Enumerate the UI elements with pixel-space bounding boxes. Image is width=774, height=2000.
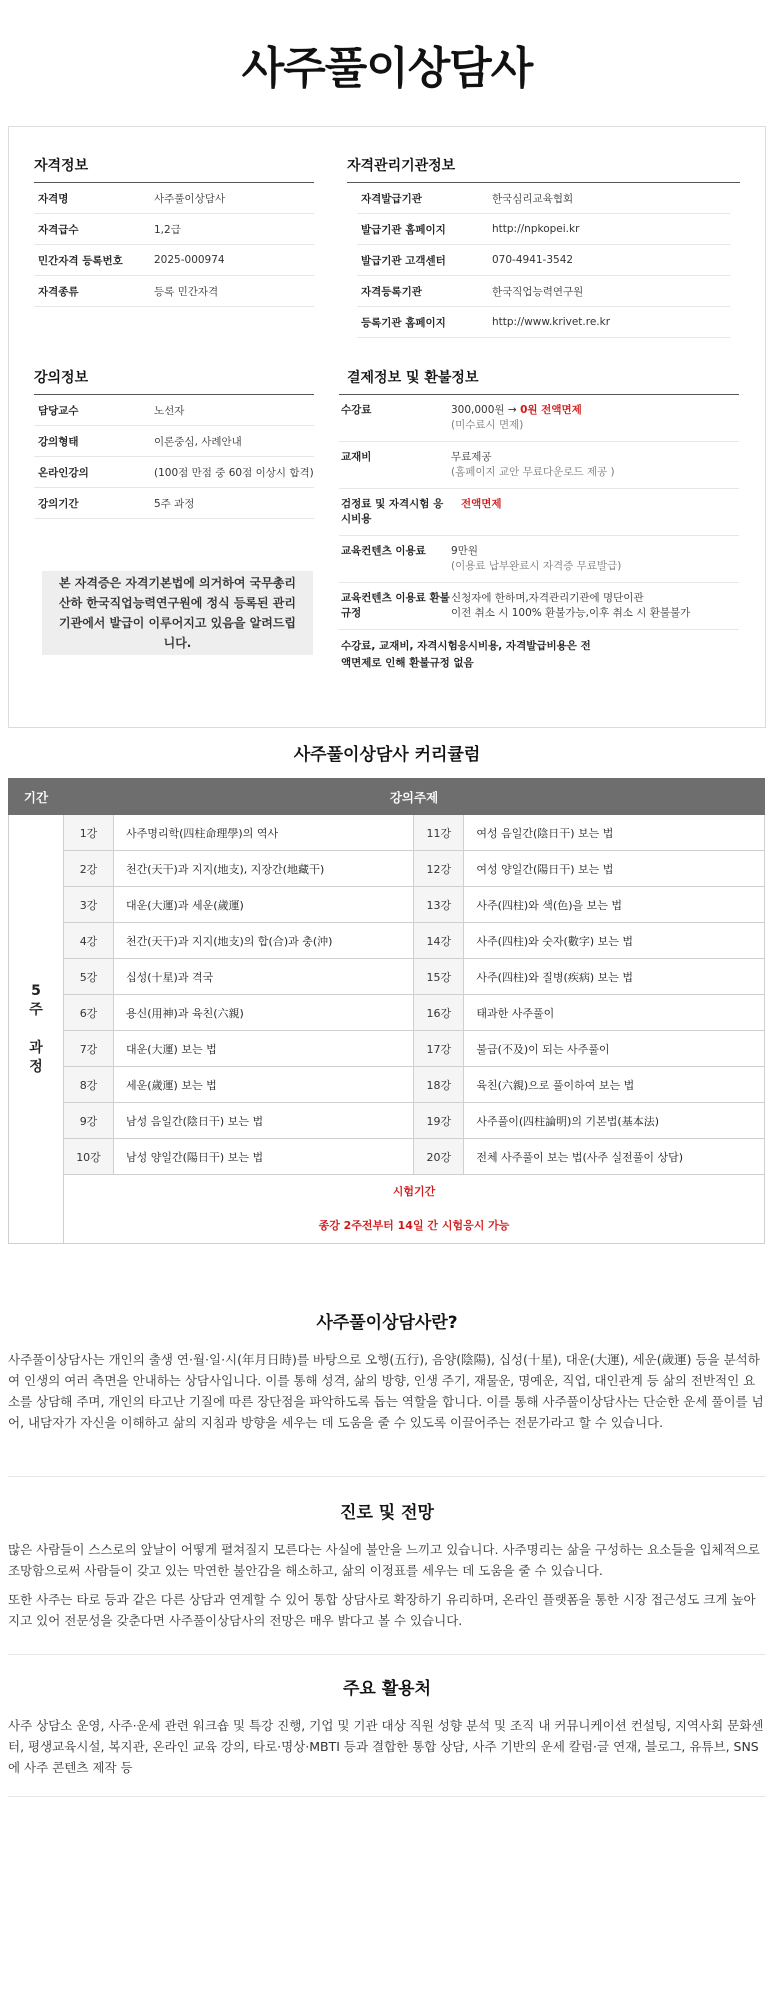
curriculum-row [9,851,765,887]
career-paragraph-1: 많은 사람들이 스스로의 앞날이 어떻게 펼쳐질지 모른다는 사실에 불안을 느끼고 있습니다. 사주명리는 삶을 구성하는 요소들을 입체적으로 조망함으로써 사람들이 갖고 있는 막연한 불안감을 해소하고, 삶의 이정표를 세우는 데 도움을 줄 수 있습니다. [8,1542,760,1578]
qual-value: 2025-000974 [154,254,225,266]
qual-row [34,245,314,276]
lesson-topic: 불급(不及)이 되는 사주풀이 [464,1031,765,1067]
lesson-number: 18강 [414,1067,464,1103]
material-label: 교재비 [341,451,372,463]
content-fee-sub: (이용료 납부완료시 자격증 무료발급) [451,560,622,572]
career-section [8,1498,766,1631]
lesson-topic: 사주풀이(四柱論明)의 기본법(基本法) [464,1103,765,1139]
career-paragraph-2: 또한 사주는 타로 등과 같은 다른 상담과 연계할 수 있어 통합 상담사로 확장하기 유리하며, 온라인 플랫폼을 통한 시장 접근성도 크게 높아지고 있어 전문성을 갖춘다면 사주풀이상담사의 전망은 매우 밝다고 볼 수 있습니다. [8,1592,756,1628]
agency-value: 한국직업능력연구원 [492,285,584,298]
curriculum-row [9,923,765,959]
lesson-number: 5강 [64,959,114,995]
page-title: 사주풀이상담사 [241,43,533,94]
curriculum-row [9,995,765,1031]
lesson-number: 13강 [414,887,464,923]
lesson-number: 9강 [64,1103,114,1139]
lecture-value: 노선자 [154,404,185,417]
fee-label: 수강료 [341,404,372,416]
agency-label: 등록기관 홈페이지 [361,316,446,329]
usage-section [8,1674,766,1778]
payment-section [339,367,739,680]
lesson-number: 19강 [414,1103,464,1139]
lesson-topic: 용신(用神)과 육친(六親) [114,995,414,1031]
lesson-topic: 태과한 사주풀이 [464,995,765,1031]
payment-note: 수강료, 교재비, 자격시험응시비용, 자격발급비용은 전액면제로 인해 환불규정 없음 [341,640,591,669]
lesson-topic: 사주(四柱)와 질병(疾病) 보는 법 [464,959,765,995]
refund-label: 교육컨텐츠 이용료 환불규정 [341,592,450,619]
divider [8,1796,766,1797]
qual-label: 자격명 [38,192,69,205]
agency-value: 한국심리교육협회 [492,192,574,205]
agency-value: 070-4941-3542 [492,254,574,266]
col-topic: 강의주제 [64,779,765,815]
lesson-number: 3강 [64,887,114,923]
lesson-topic: 남성 양일간(陽日干) 보는 법 [114,1139,414,1175]
agency-label: 자격발급기관 [361,192,422,205]
col-period: 기간 [9,779,64,815]
refund-value-2: 이전 취소 시 100% 환불가능,이후 취소 시 환불불가 [451,607,691,619]
fee-arrow: → [507,404,517,416]
lesson-number: 10강 [64,1139,114,1175]
lesson-topic: 사주명리학(四柱命理學)의 역사 [114,815,414,851]
curriculum-row [9,815,765,851]
qualification-section [34,155,314,307]
fee-row [339,395,739,442]
usage-body: 사주 상담소 운영, 사주·운세 관련 워크숍 및 특강 진행, 기업 및 기관 대상 직원 성향 분석 및 조직 내 커뮤니케이션 컨설팅, 지역사회 문화센터, 평생교육시설, 복지관, 온라인 교육 강의, 타로·명상·MBTI 등과 결합한 통합 상담, 사주 기반의 운세 칼럼·글 연재, 블로그, 유튜브, SNS에 사주 콘텐츠 제작 등 [8,1718,764,1775]
qual-value: 사주풀이상담사 [154,192,226,205]
lesson-topic: 여성 음일간(陰日干) 보는 법 [464,815,765,851]
lesson-number: 16강 [414,995,464,1031]
divider [8,1654,766,1655]
lecture-section [34,367,314,519]
content-fee-value: 9만원 [451,545,478,557]
lecture-label: 담당교수 [38,404,79,417]
career-heading: 진로 및 전망 [340,1503,434,1523]
payment-heading: 결제정보 및 환불정보 [339,367,739,395]
qual-label: 자격종류 [38,285,79,298]
lesson-topic: 천간(天干)과 지지(地支)의 합(合)과 충(沖) [114,923,414,959]
curriculum-row [9,887,765,923]
lesson-topic: 천간(天干)과 지지(地支), 지장간(地藏干) [114,851,414,887]
qual-row [34,214,314,245]
curriculum-row [9,1067,765,1103]
lesson-number: 2강 [64,851,114,887]
agency-row [357,276,730,307]
curriculum-row [9,1103,765,1139]
material-row [339,442,739,489]
curriculum-row [9,1031,765,1067]
curriculum-title: 사주풀이상담사 커리큘럼 [293,745,481,765]
about-section [8,1308,766,1433]
lecture-label: 강의기간 [38,497,79,510]
qual-row [34,183,314,214]
lesson-topic: 여성 양일간(陽日干) 보는 법 [464,851,765,887]
lecture-label: 온라인강의 [38,466,89,479]
info-box [8,126,766,728]
lesson-topic: 대운(大運) 보는 법 [114,1031,414,1067]
lesson-topic: 세운(歲運) 보는 법 [114,1067,414,1103]
qual-label: 자격급수 [38,223,79,236]
lecture-label: 강의형태 [38,435,79,448]
lesson-topic: 육친(六親)으로 풀이하여 보는 법 [464,1067,765,1103]
agency-row [357,183,730,214]
agency-heading: 자격관리기관정보 [347,155,740,183]
lecture-value: 이론중심, 사례안내 [154,435,242,448]
qualification-heading: 자격정보 [34,155,314,183]
agency-section [347,155,740,338]
material-value: 무료제공 [451,451,492,463]
lesson-topic: 대운(大運)과 세운(歲運) [114,887,414,923]
content-fee-label: 교육컨텐츠 이용료 [341,545,426,557]
material-sub: (홈페이지 교안 무료다운로드 제공 ) [451,466,615,478]
lesson-number: 8강 [64,1067,114,1103]
about-body: 사주풀이상담사는 개인의 출생 연·월·일·시(年月日時)를 바탕으로 오행(五行), 음양(陰陽), 십성(十星), 대운(大運), 세운(歲運) 등을 분석하여 인생의 여러 측면을 안내하는 상담사입니다. 이를 통해 성격, 삶의 방향, 인생 주기, 재물운, 명예운, 직업, 대인관계 등 삶의 전반적인 요소를 상담해 주며, 개인의 타고난 기질에 따른 장단점을 파악하도록 돕는 역할을 합니다. 이를 통해 사주풀이상담사는 단순한 운세 풀이를 넘어, 내담자가 자신을 이해하고 삶의 지침과 방향을 세우는 데 도움을 줄 수 있도록 이끌어주는 전문가라고 할 수 있습니다. [8,1352,764,1430]
agency-label: 발급기관 고객센터 [361,254,446,267]
period-cell: 5 주 과 정 [9,815,64,1244]
exam-period-title: 시험기간 [392,1185,436,1198]
lesson-number: 15강 [414,959,464,995]
lecture-row [34,457,314,488]
exam-period-cell [64,1175,765,1244]
exam-period-row [9,1175,765,1244]
curriculum-row [9,1139,765,1175]
exam-fee-row [339,489,739,536]
lecture-heading: 강의정보 [34,367,314,395]
agency-label: 발급기관 홈페이지 [361,223,446,236]
agency-row [357,245,730,276]
lesson-number: 6강 [64,995,114,1031]
lesson-number: 14강 [414,923,464,959]
fee-sub: (미수료시 면제) [451,419,524,431]
content-fee-row [339,536,739,583]
lesson-topic: 사주(四柱)와 숫자(數字) 보는 법 [464,923,765,959]
qual-value: 등록 민간자격 [154,285,219,298]
lecture-row [34,488,314,519]
curriculum-table [8,778,765,1244]
lecture-value: (100점 만점 중 60점 이상시 합격) [154,466,314,479]
lesson-topic: 전체 사주풀이 보는 법(사주 실전풀이 상담) [464,1139,765,1175]
lesson-topic: 남성 음일간(陰日干) 보는 법 [114,1103,414,1139]
lesson-number: 1강 [64,815,114,851]
lesson-number: 4강 [64,923,114,959]
qual-value: 1,2급 [154,223,181,236]
lecture-value: 5주 과정 [154,497,195,510]
agency-value: http://www.krivet.re.kr [492,316,611,328]
lecture-row [34,395,314,426]
registration-notice: 본 자격증은 자격기본법에 의거하여 국무총리산하 한국직업능력연구원에 정식 등록된 관리기관에서 발급이 이루어지고 있음을 알려드립니다. [42,571,313,655]
agency-label: 자격등록기관 [361,285,422,298]
lesson-number: 17강 [414,1031,464,1067]
refund-value-1: 신청자에 한하며,자격관리기관에 명단이관 [451,592,644,604]
about-heading: 사주풀이상담사란? [316,1313,458,1333]
exam-fee-value: 전액면제 [461,498,502,510]
agency-value: http://npkopei.kr [492,223,580,235]
exam-fee-label: 검정료 및 자격시험 응시비용 [341,498,444,525]
curriculum-row [9,959,765,995]
lesson-topic: 사주(四柱)와 색(色)을 보는 법 [464,887,765,923]
usage-heading: 주요 활용처 [342,1679,432,1699]
qual-label: 민간자격 등록번호 [38,254,123,267]
fee-price: 300,000원 [451,404,505,416]
lesson-topic: 십성(十星)과 격국 [114,959,414,995]
agency-row [357,214,730,245]
lesson-number: 20강 [414,1139,464,1175]
lecture-row [34,426,314,457]
fee-free: 0원 전액면제 [520,404,582,416]
lesson-number: 11강 [414,815,464,851]
lesson-number: 7강 [64,1031,114,1067]
agency-row [357,307,730,338]
lesson-number: 12강 [414,851,464,887]
qual-row [34,276,314,307]
refund-row [339,583,739,630]
exam-period-desc: 종강 2주전부터 14일 간 시험응시 가능 [318,1219,510,1232]
divider [8,1476,766,1477]
